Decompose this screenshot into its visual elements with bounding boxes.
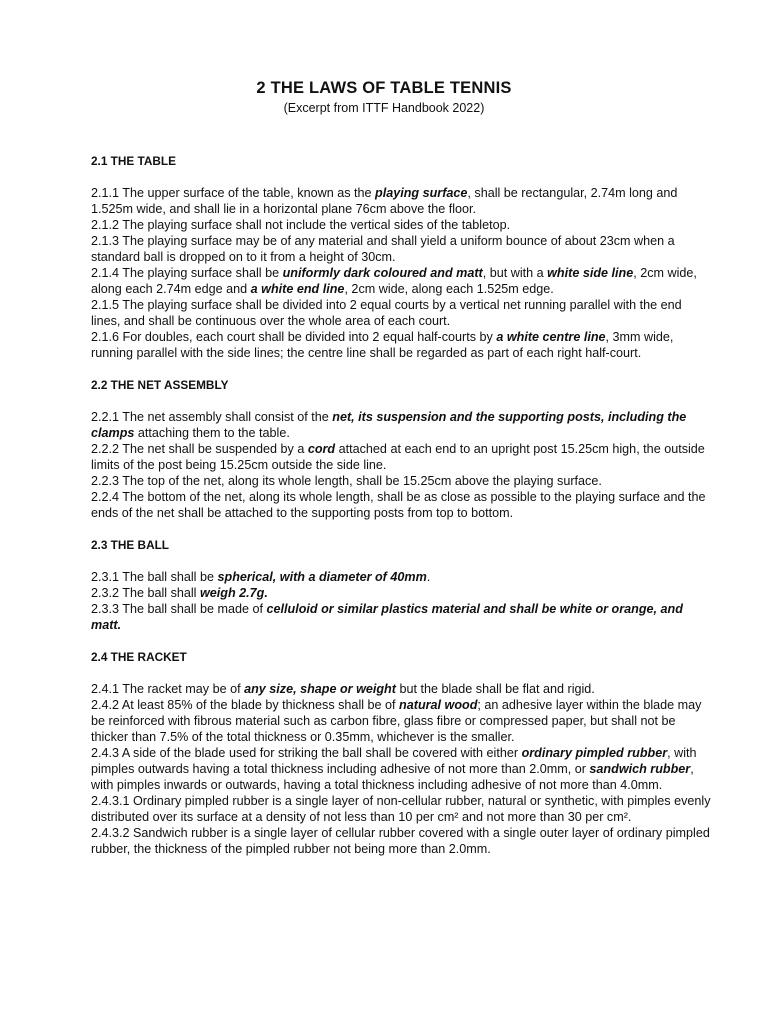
text-run: but the blade shall be flat and rigid. — [395, 682, 595, 696]
text-run: , with pimples outwards having a total thickness including adhesive of not more than 2.0mm, or — [91, 746, 697, 776]
rule-paragraph — [91, 745, 712, 793]
rule-paragraph — [91, 681, 712, 697]
emphasis-text: a white centre line — [496, 330, 606, 344]
section-heading: 2.4 THE RACKET — [91, 650, 187, 664]
text-run: 2.1.4 The playing surface shall be — [91, 266, 283, 280]
text-run: 2.2.4 The bottom of the net, along its whole length, shall be as close as possible to the playing surface and the ends of the net shall be attached to the supporting posts from top to bottom. — [91, 490, 706, 520]
text-run: 2.3.1 The ball shall be — [91, 570, 218, 584]
section — [91, 153, 712, 361]
section-heading: 2.3 THE BALL — [91, 538, 169, 552]
text-run: 2.2.3 The top of the net, along its whole length, shall be 15.25cm above the playing surface. — [91, 474, 602, 488]
rule-paragraph — [91, 441, 712, 473]
text-run: , 3mm wide, running parallel with the side lines; the centre line shall be regarded as part of each right half-court. — [91, 330, 674, 360]
text-run: 2.4.1 The racket may be of — [91, 682, 245, 696]
rule-paragraph — [91, 793, 712, 825]
emphasis-text: net, its suspension and the supporting posts, including the clamps — [91, 410, 687, 440]
rule-paragraph — [91, 489, 712, 521]
rule-paragraph — [91, 217, 712, 233]
section-body — [91, 569, 712, 633]
rule-paragraph — [91, 409, 712, 441]
text-run: attaching them to the table. — [134, 426, 290, 440]
section — [91, 649, 712, 857]
document-title: 2 THE LAWS OF TABLE TENNIS — [256, 79, 512, 97]
text-run: 2.2.1 The net assembly shall consist of the — [91, 410, 333, 424]
rule-paragraph — [91, 473, 712, 489]
text-run: , 2cm wide, along each 1.525m edge. — [344, 282, 554, 296]
emphasis-text: playing surface — [375, 186, 468, 200]
text-run: ; an adhesive layer within the blade may be reinforced with fibrous material such as carbon fibre, glass fibre or compressed paper, but shall not be thicker than 7.5% of the total thickness or 0.35mm, whichever is the smaller. — [91, 698, 702, 744]
section — [91, 537, 712, 633]
rule-paragraph — [91, 601, 712, 633]
rule-paragraph — [91, 569, 712, 585]
section-heading: 2.1 THE TABLE — [91, 154, 176, 168]
text-run: 2.4.2 At least 85% of the blade by thickness shall be of — [91, 698, 400, 712]
section-body — [91, 185, 712, 361]
section-body — [91, 409, 712, 521]
text-run: , with pimples inwards or outwards, having a total thickness including adhesive of not more than 4.0mm. — [91, 762, 694, 792]
text-run: 2.4.3.1 Ordinary pimpled rubber is a single layer of non-cellular rubber, natural or synthetic, with pimples evenly distributed over its surface at a density of not less than 10 per cm² and not more than 30 per cm². — [91, 794, 711, 824]
text-run: attached at each end to an upright post 15.25cm high, the outside limits of the post being 15.25cm outside the side line. — [91, 442, 705, 472]
text-run: , shall be rectangular, 2.74m long and 1.525m wide, and shall lie in a horizontal plane 76cm above the floor. — [91, 186, 678, 216]
section — [91, 377, 712, 521]
emphasis-text: celluloid or similar plastics material and shall be white or orange, and matt. — [91, 602, 683, 632]
text-run: 2.4.3.2 Sandwich rubber is a single layer of cellular rubber covered with a single outer layer of ordinary pimpled rubber, the thickness of the pimpled rubber not being more than 2.0mm. — [91, 826, 710, 856]
text-run: 2.2.2 The net shall be suspended by a — [91, 442, 308, 456]
emphasis-text: spherical, with a diameter of 40mm — [217, 570, 427, 584]
text-run: 2.1.3 The playing surface may be of any material and shall yield a uniform bounce of about 23cm when a standard ball is dropped on to it from a height of 30cm. — [91, 234, 675, 264]
emphasis-text: weigh 2.7g. — [199, 586, 268, 600]
document-subtitle: (Excerpt from ITTF Handbook 2022) — [283, 101, 485, 115]
emphasis-text: natural wood — [399, 698, 478, 712]
text-run: 2.3.3 The ball shall be made of — [91, 602, 267, 616]
text-run: . — [426, 570, 431, 584]
rule-paragraph — [91, 297, 712, 329]
text-run: 2.1.5 The playing surface shall be divided into 2 equal courts by a vertical net running parallel with the end lines, and shall be continuous over the whole area of each court. — [91, 298, 682, 328]
text-run: 2.1.6 For doubles, each court shall be divided into 2 equal half-courts by — [91, 330, 497, 344]
emphasis-text: uniformly dark coloured and matt — [282, 266, 483, 280]
rule-paragraph — [91, 185, 712, 217]
text-run: 2.3.2 The ball shall — [91, 586, 200, 600]
text-run: , 2cm wide, along each 2.74m edge and — [91, 266, 697, 296]
emphasis-text: any size, shape or weight — [244, 682, 396, 696]
rule-paragraph — [91, 825, 712, 857]
emphasis-text: ordinary pimpled rubber — [521, 746, 668, 760]
section-body — [91, 681, 712, 857]
text-run: 2.1.2 The playing surface shall not include the vertical sides of the tabletop. — [91, 218, 511, 232]
text-run: , but with a — [482, 266, 548, 280]
rule-paragraph — [91, 233, 712, 265]
text-run: 2.1.1 The upper surface of the table, known as the — [91, 186, 376, 200]
rule-paragraph — [91, 585, 712, 601]
document-body — [91, 153, 712, 857]
emphasis-text: a white end line — [250, 282, 345, 296]
rule-paragraph — [91, 329, 712, 361]
emphasis-text: white side line — [547, 266, 634, 280]
section-heading: 2.2 THE NET ASSEMBLY — [91, 378, 229, 392]
emphasis-text: cord — [307, 442, 336, 456]
rule-paragraph — [91, 697, 712, 745]
text-run: 2.4.3 A side of the blade used for striking the ball shall be covered with either — [91, 746, 522, 760]
emphasis-text: sandwich rubber — [589, 762, 691, 776]
rule-paragraph — [91, 265, 712, 297]
